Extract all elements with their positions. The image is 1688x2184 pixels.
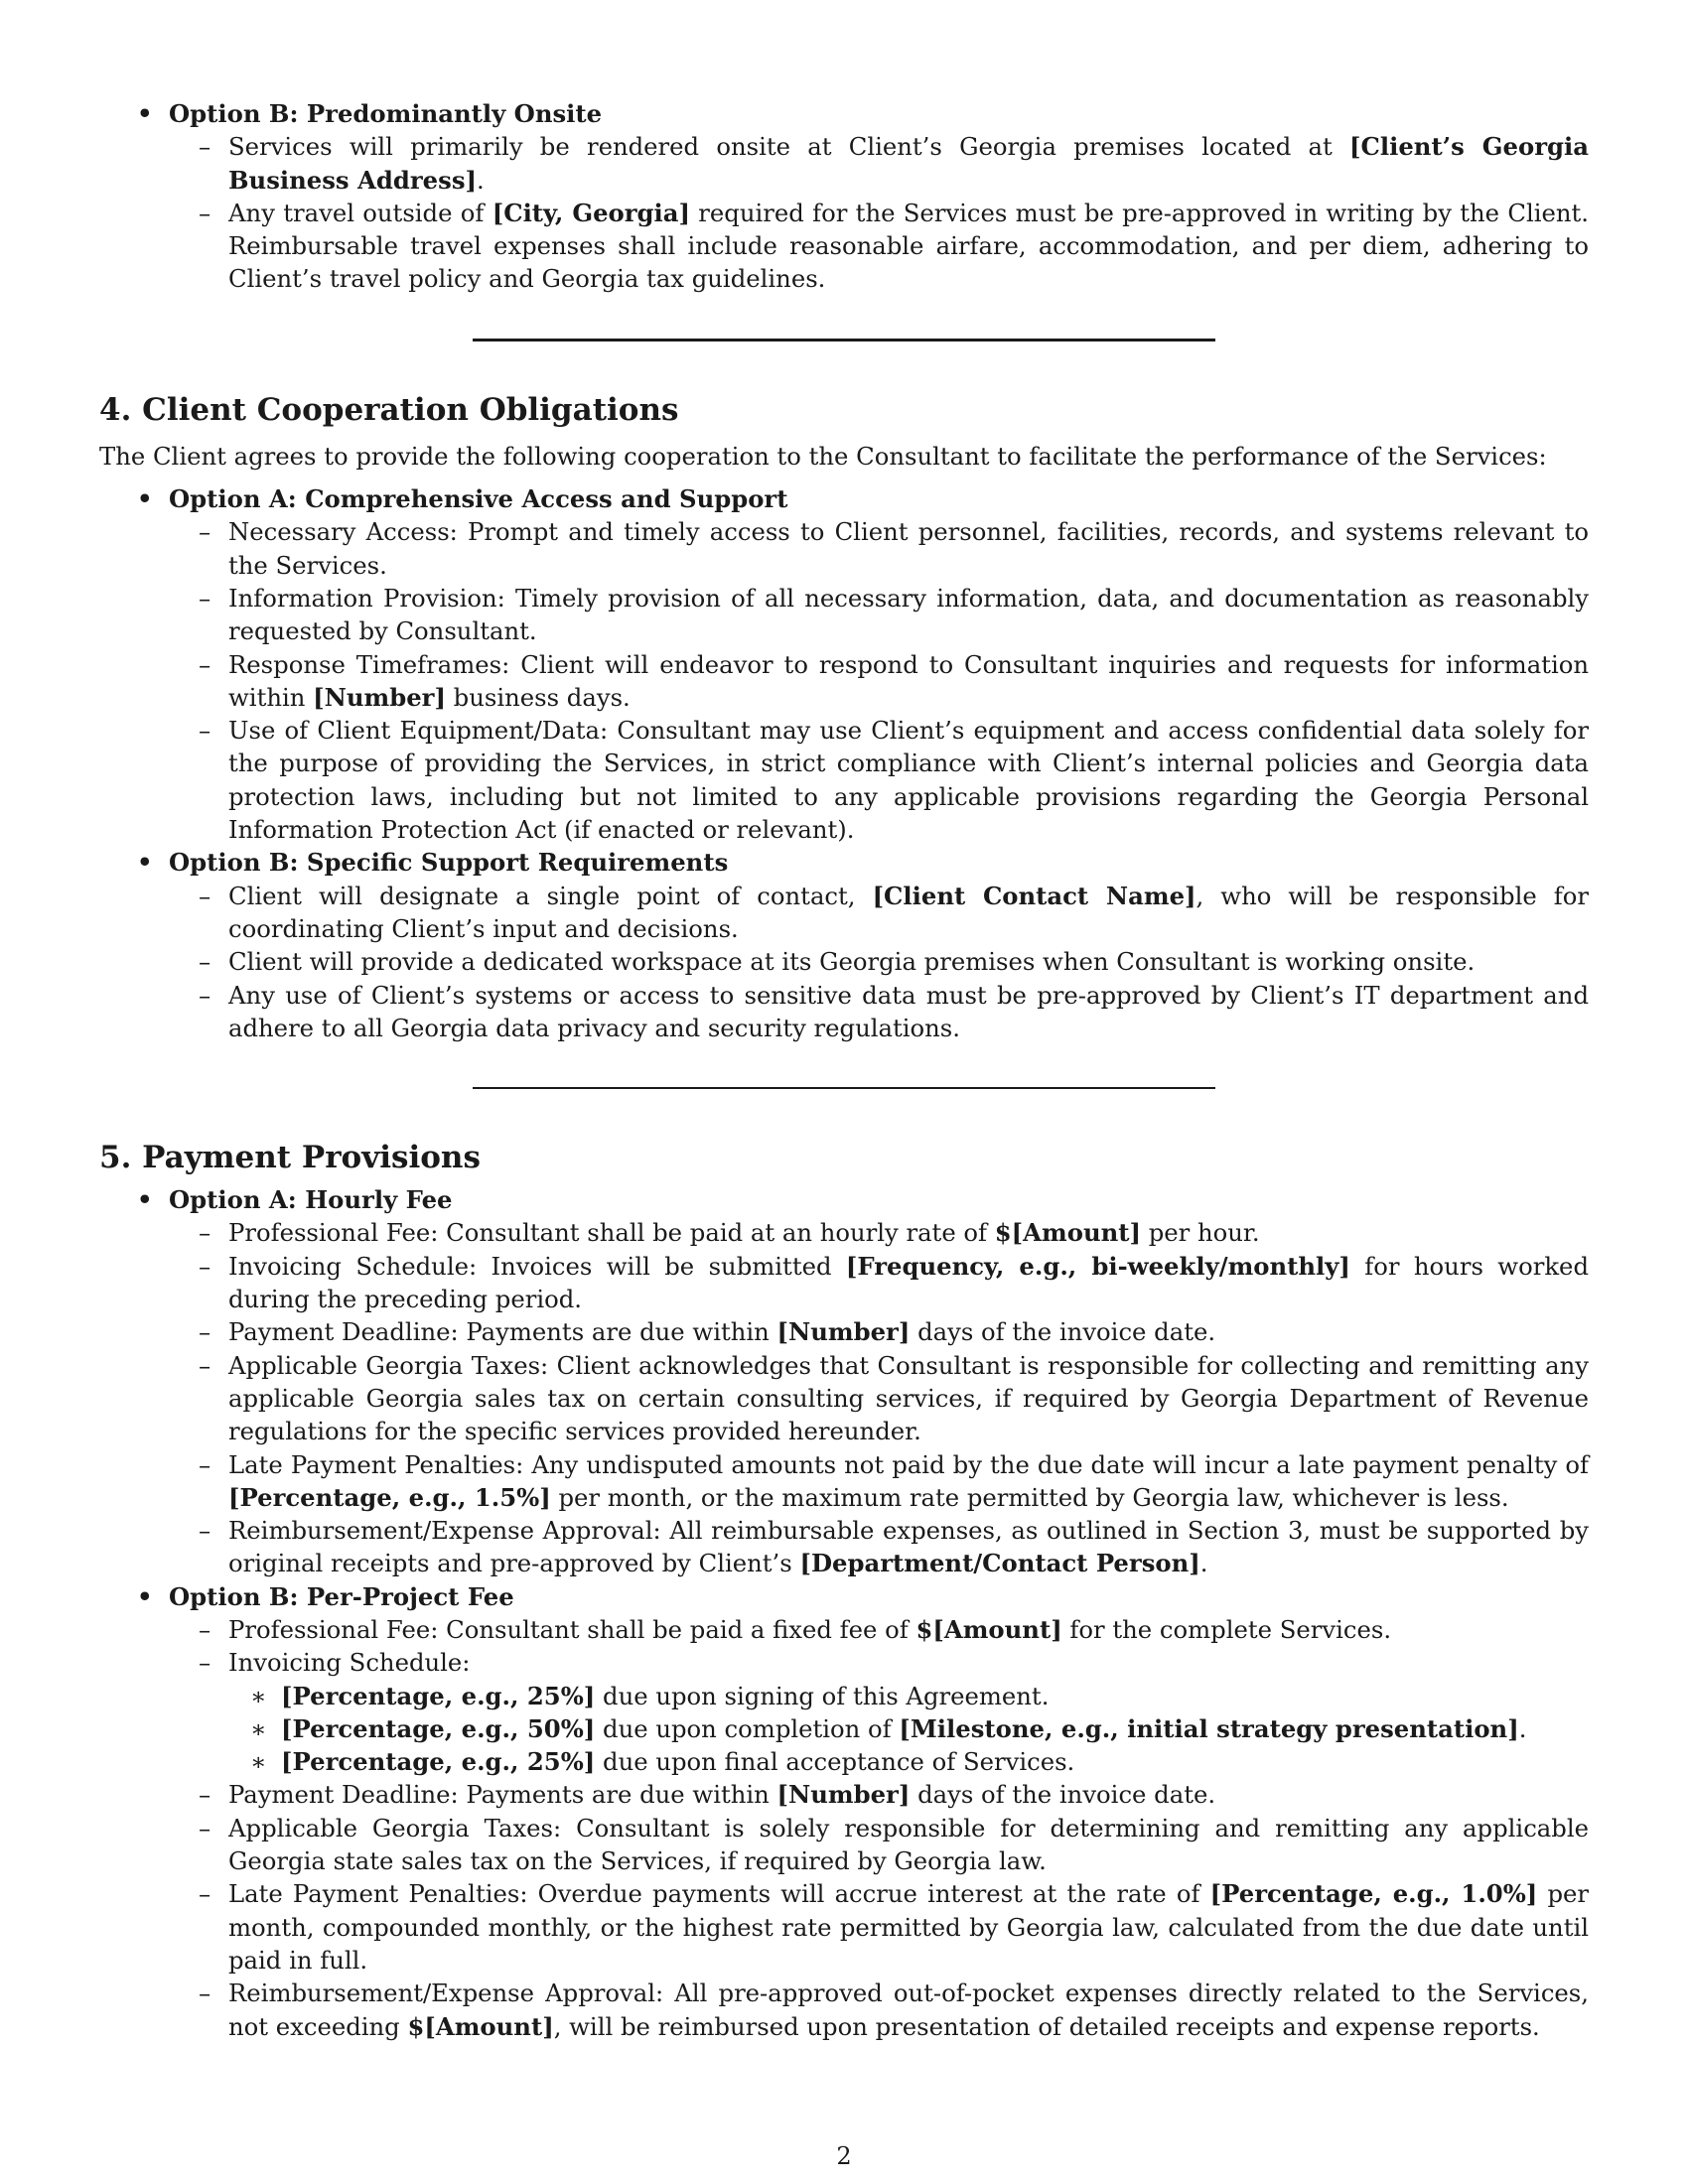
s4-option-a-item-3: – Response Timeframes: Client will endeavor to respond to Consultant inquiries and requests for information within [Number] business days. (99, 648, 1589, 715)
section-divider (473, 1087, 1215, 1089)
s5-option-a-item-2: – Invoicing Schedule: Invoices will be submitted [Frequency, e.g., bi-weekly/monthly] for hours worked during the preceding period. (99, 1250, 1589, 1316)
section-4-intro: The Client agrees to provide the following cooperation to the Consultant to facilitate the performance of the Services: (99, 441, 1547, 471)
s4-option-a-item-1: – Necessary Access: Prompt and timely access to Client personnel, facilities, records, and systems relevant to the Services. (99, 515, 1589, 582)
document-page (99, 97, 1589, 2043)
s5-option-b-subitem-1: ∗ [Percentage, e.g., 25%] due upon signing of this Agreement. (99, 1680, 1589, 1712)
s5-option-b-item-5: – Late Payment Penalties: Overdue payments will accrue interest at the rate of [Percentage, e.g., 1.0%] per month, compounded monthly, or the highest rate permitted by Georgia law, calculated from the due date until paid in full. (99, 1877, 1589, 1977)
section-divider (473, 339, 1215, 341)
s5-option-b-subitem-2: ∗ [Percentage, e.g., 50%] due upon completion of [Milestone, e.g., initial strategy presentation]. (99, 1712, 1589, 1745)
s5-option-b-item-6: – Reimbursement/Expense Approval: All pre-approved out-of-pocket expenses directly related to the Services, not exceeding $[Amount], will be reimbursed upon presentation of detailed receipts and expense reports. (99, 1977, 1589, 2043)
s4-option-a-item-4: – Use of Client Equipment/Data: Consultant may use Client’s equipment and access confidential data solely for the purpose of providing the Services, in strict compliance with Client’s internal policies and Georgia data protection laws, including but not limited to any applicable provisions regarding the Georgia Personal Information Protection Act (if enacted or relevant). (99, 714, 1589, 846)
s4-option-b-item-1: – Client will designate a single point of contact, [Client Contact Name], who will be responsible for coordinating Client’s input and decisions. (99, 880, 1589, 946)
s5-option-a-heading: • Option A: Hourly Fee (99, 1183, 1589, 1216)
s5-option-b-item-2: – Invoicing Schedule: (99, 1646, 1589, 1679)
s3-option-b-heading: • Option B: Predominantly Onsite (99, 97, 1589, 130)
page-number: 2 (836, 2142, 852, 2170)
section-5-title: 5. Payment Provisions (99, 1140, 481, 1176)
s5-option-b-heading: • Option B: Per-Project Fee (99, 1580, 1589, 1613)
s3-option-b-item-1: – Services will primarily be rendered onsite at Client’s Georgia premises located at [Client’s Georgia Business Address]. (99, 130, 1589, 197)
s5-option-a-item-1: – Professional Fee: Consultant shall be paid at an hourly rate of $[Amount] per hour. (99, 1216, 1589, 1249)
s4-option-a-item-2: – Information Provision: Timely provision of all necessary information, data, and documentation as reasonably requested by Consultant. (99, 582, 1589, 648)
s4-option-b-item-2: – Client will provide a dedicated workspace at its Georgia premises when Consultant is working onsite. (99, 945, 1589, 978)
s5-option-a-item-3: – Payment Deadline: Payments are due within [Number] days of the invoice date. (99, 1315, 1589, 1348)
s5-option-a-item-5: – Late Payment Penalties: Any undisputed amounts not paid by the due date will incur a late payment penalty of [Percentage, e.g., 1.5%] per month, or the maximum rate permitted by Georgia law, whichever is less. (99, 1448, 1589, 1515)
s5-option-b-item-1: – Professional Fee: Consultant shall be paid a fixed fee of $[Amount] for the complete Services. (99, 1613, 1589, 1646)
s5-option-b-item-3: – Payment Deadline: Payments are due within [Number] days of the invoice date. (99, 1778, 1589, 1811)
s4-option-a-heading: • Option A: Comprehensive Access and Support (99, 482, 1589, 515)
s5-option-b-item-4: – Applicable Georgia Taxes: Consultant is solely responsible for determining and remitting any applicable Georgia state sales tax on the Services, if required by Georgia law. (99, 1812, 1589, 1878)
s5-option-a-item-4: – Applicable Georgia Taxes: Client acknowledges that Consultant is responsible for collecting and remitting any applicable Georgia sales tax on certain consulting services, if required by Georgia Department of Revenue regulations for the specific services provided hereunder. (99, 1349, 1589, 1448)
section-4-title: 4. Client Cooperation Obligations (99, 391, 679, 428)
s4-option-b-heading: • Option B: Specific Support Requirements (99, 846, 1589, 879)
s5-option-b-subitem-3: ∗ [Percentage, e.g., 25%] due upon final acceptance of Services. (99, 1745, 1589, 1778)
s5-option-a-item-6: – Reimbursement/Expense Approval: All reimbursable expenses, as outlined in Section 3, must be supported by original receipts and pre-approved by Client’s [Department/Contact Person]. (99, 1514, 1589, 1580)
s4-option-b-item-3: – Any use of Client’s systems or access to sensitive data must be pre-approved by Client’s IT department and adhere to all Georgia data privacy and security regulations. (99, 979, 1589, 1045)
s3-option-b-item-2: – Any travel outside of [City, Georgia] required for the Services must be pre-approved in writing by the Client. Reimbursable travel expenses shall include reasonable airfare, accommodation, and per diem, adhering to Client’s travel policy and Georgia tax guidelines. (99, 197, 1589, 296)
